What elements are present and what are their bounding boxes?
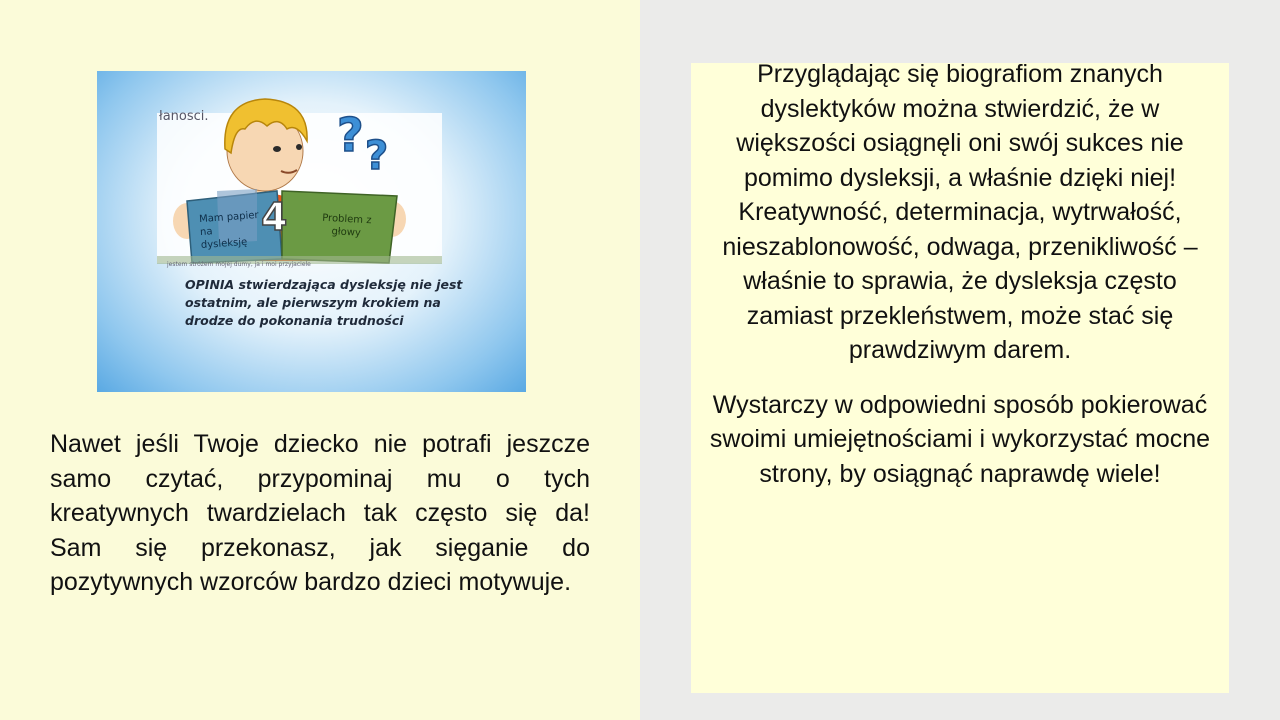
right-text-box bbox=[691, 60, 1229, 693]
left-paragraph: Nawet jeśli Twoje dziecko nie potrafi jeszcze samo czytać, przypominaj mu o tych kreatywnych twardzielach tak często się da! Sam się przekonasz, jak sięganie do pozytywnych wzorców bardzo dzieci motywuje. bbox=[50, 430, 590, 596]
book-center-number: 4 bbox=[261, 195, 288, 239]
svg-text:jestem stróżem mojej dumy, ja: jestem stróżem mojej dumy, ja i moi przyjaciele bbox=[167, 261, 311, 268]
book-left-label: Mam papier na dysleksję bbox=[198, 209, 259, 252]
question-mark-icon: ? bbox=[337, 108, 364, 162]
right-paragraph-second: Wystarczy w odpowiedni sposób pokierować swoimi umiejętnościami i wykorzystać mocne strony, by osiągnąć naprawdę wiele! bbox=[709, 390, 1211, 488]
question-mark-icon: ? bbox=[365, 133, 389, 179]
right-paragraph-first: Przyglądając się biografiom znanych dyslektyków można stwierdzić, że w większości osiągnęli oni swój sukces nie pomimo dysleksji, a właśnie dzięki niej! Kreatywność, determinacja, wytrwałość, nieszablonowość, odwaga, przenikliwość – właśnie to sprawia, że dysleksja często zamiast przekleństwem, może stać się prawdziwym darem. bbox=[722, 60, 1198, 364]
dyslexia-illustration bbox=[97, 71, 526, 392]
right-text-content bbox=[699, 57, 1221, 491]
illustration-corner-text: łanosci. bbox=[159, 109, 209, 124]
book-right-label: Problem z głowy bbox=[321, 212, 372, 239]
illustration-caption: OPINIA stwierdzająca dysleksję nie jest ostatnim, ale pierwszym krokiem na drodze do pokonania trudności bbox=[185, 277, 463, 328]
